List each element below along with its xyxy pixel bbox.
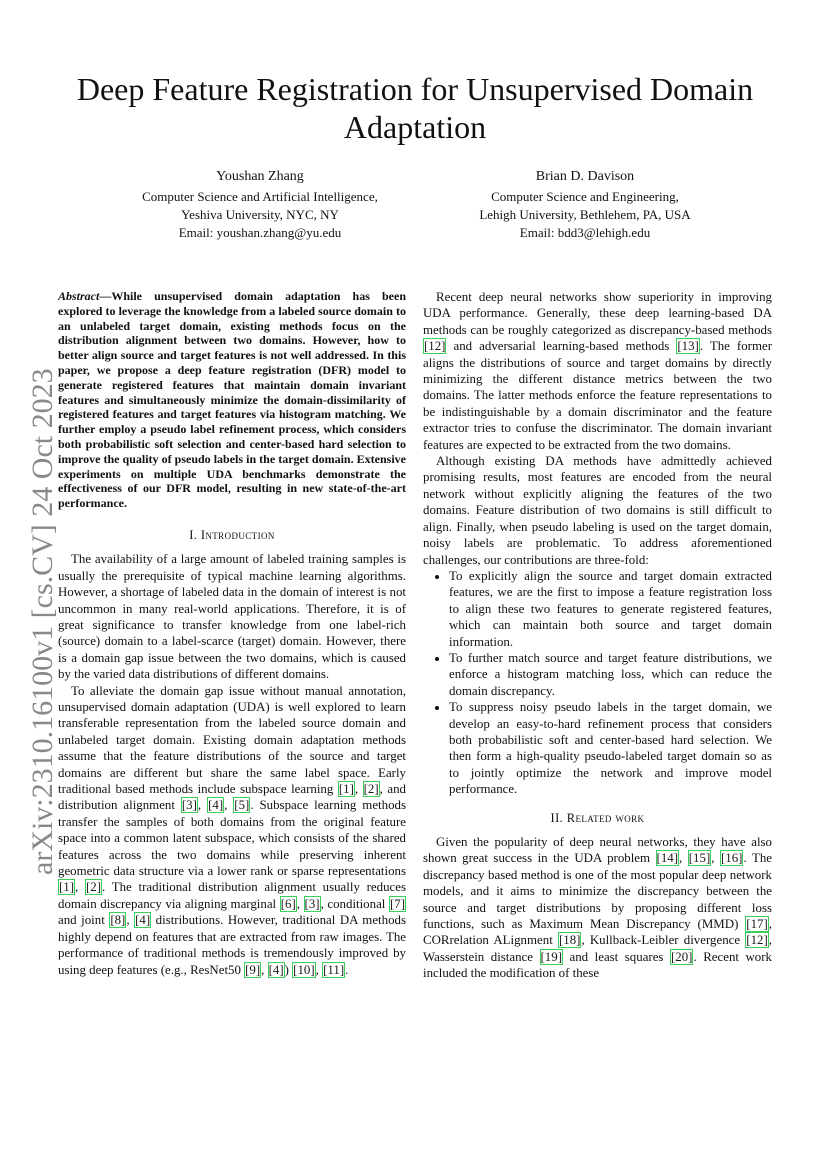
author-name: Brian D. Davison <box>535 169 635 184</box>
section-heading-introduction: I. Introduction <box>189 527 275 542</box>
abstract-lead: Abstract <box>58 289 100 303</box>
citation-link[interactable]: [20] <box>670 949 693 964</box>
author-email: Email: bdd3@lehigh.edu <box>519 225 651 240</box>
citation-link[interactable]: [3] <box>304 896 320 911</box>
author-affiliation: Lehigh University, Bethlehem, PA, USA <box>479 207 691 222</box>
contributions-list <box>423 568 772 798</box>
author-block-2 <box>435 168 735 242</box>
citation-link[interactable]: [15] <box>688 851 711 866</box>
contribution-item: • To suppress noisy pseudo labels in the target domain, we develop an easy-to-hard refinement process that considers both probabilistic soft and center-based hard selection. We then form a high-quality pseudo-labeled target domain so as to jointly optimize the network and improve model performance. <box>449 699 772 797</box>
citation-link[interactable]: [3] <box>181 798 197 813</box>
citation-link[interactable]: [19] <box>540 949 562 964</box>
citation-link[interactable]: [4] <box>135 913 151 928</box>
intro-paragraph-4: Although existing DA methods have admittedly achieved promising results, most features are encoded from the neural network without explicitly aligning the features of the two domains. Feature distribution of two domains is still difficult to align. Finally, when pseudo labeling is used on the target domain, noisy labels are problematic. To address aforementioned challenges, our contributions are three-fold: <box>423 454 772 567</box>
intro-paragraph-3: Recent deep neural networks show superiority in improving UDA performance. Generally, these deep learning-based DA methods can be roughly categorized as discrepancy-based methods [12] and adversarial learning-based methods [13]. The former aligns the distributions of source and target domains by directly minimizing the different distance metrics between the two domains. The latter methods enforce the feature representations to be indistinguishable by a domain discriminator and the feature extractor tries to confuse the discriminator. The domain invariant features are expected to be extracted from the two domains. <box>423 290 772 452</box>
section-heading-related-work: II. Related work <box>550 810 645 825</box>
intro-paragraph-1: The availability of a large amount of labeled training samples is usually the prerequisite of typical machine learning algorithms. However, a shortage of labeled data in the domain of interest is not uncommon in many real-world applications. Therefore, it is of great significance to transfer knowledge from one label-rich (source) domain to a label-scarce (target) domain. However, there is a domain gap issue between the two domains, which is caused by the varied data distributions of different domains. <box>58 552 406 682</box>
citation-link[interactable]: [5] <box>234 798 250 813</box>
citation-link[interactable]: [2] <box>363 782 379 797</box>
abstract-text: —While unsupervised domain adaptation has been explored to leverage the knowledge from a labeled source domain to an unlabeled target domain, existing methods focus on the distribution alignment between two domains. However, how to better align source and target features is not well addressed. In this paper, we propose a deep feature registration (DFR) model to generate registered features that maintain domain invariant features and simultaneously minimize the domain-dissimilarity of registered features and target features via histogram matching. We further employ a pseudo label refinement process, which considers both probabilistic soft selection and center-based hard selection to improve the quality of pseudo labels in the target domain. Extensive experiments on multiple UDA benchmarks demonstrate the effectiveness of our DFR model, resulting in new state-of-the-art performance. <box>58 289 406 511</box>
author-name: Youshan Zhang <box>216 169 304 184</box>
citation-link[interactable]: [10] <box>293 962 315 977</box>
author-email: Email: youshan.zhang@yu.edu <box>178 225 342 240</box>
citation-link[interactable]: [12] <box>424 339 446 354</box>
intro-paragraph-2: To alleviate the domain gap issue without manual annotation, unsupervised domain adaptation (UDA) is well explored to learn transferable representation from the labeled source domain and unlabeled target domain. Existing domain adaptation methods assume that the feature distributions of the source and target domains are different but share the same label space. Early traditional based methods include subspace learning [1], [2], and distribution alignment [3], [4], [5]. Subspace learning methods transfer the samples of both domains from the original feature space into a common latent subspace, which consists of the shared features across the two domains while preserving inherent geometric data structure via a lower rank or sparse representations [1], [2]. The traditional distribution alignment usually reduces domain discrepancy via aligning marginal [6], [3], conditional [7] and joint [8], [4] distributions. However, traditional DA methods highly depend on features that are extracted from raw images. The performance of traditional methods is tremendously improved by using deep features (e.g., ResNet50 [9], [4]) [10], [11]. <box>58 683 406 977</box>
citation-link[interactable]: [7] <box>389 896 405 911</box>
citation-link[interactable]: [6] <box>280 896 296 911</box>
author-block-1 <box>110 168 410 242</box>
citation-link[interactable]: [1] <box>59 880 75 895</box>
contribution-item: • To explicitly align the source and target domain extracted features, we are the first to impose a feature registration loss to align these two features to generate registered features, which can maintain both source and target domain information. <box>449 568 772 650</box>
citation-link[interactable]: [9] <box>245 962 261 977</box>
citation-link[interactable]: [16] <box>720 851 743 866</box>
citation-link[interactable]: [4] <box>208 798 224 813</box>
author-department: Computer Science and Engineering, <box>491 189 679 204</box>
author-affiliation: Yeshiva University, NYC, NY <box>181 207 339 222</box>
arxiv-identifier-stamp: arXiv:2310.16100v1 [cs.CV] 24 Oct 2023 <box>26 368 59 875</box>
citation-link[interactable]: [1] <box>338 782 354 797</box>
related-paragraph-1: Given the popularity of deep neural networks, they have also shown great success in the UDA problem [14], [15], [16]. The discrepancy based method is one of the most popular deep network models, and it aims to minimize the discrepancy between the source and target distributions by proposing different loss functions, such as Maximum Mean Discrepancy (MMD) [17], CORrelation ALignment [18], Kullback-Leibler divergence [12], Wasserstein distance [19] and least squares [20]. Recent work included the modification of these <box>423 835 773 981</box>
paper-title: Deep Feature Registration for Unsupervised Domain Adaptation <box>76 71 754 145</box>
contribution-item: • To further match source and target feature distributions, we enforce a histogram matching loss, which can reduce the domain discrepancy. <box>449 650 772 699</box>
left-column <box>58 289 406 978</box>
right-column <box>423 289 772 982</box>
citation-link[interactable]: [14] <box>656 851 679 866</box>
citation-link[interactable]: [12] <box>746 933 768 948</box>
citation-link[interactable]: [11] <box>323 962 345 977</box>
citation-link[interactable]: [2] <box>85 880 102 895</box>
citation-link[interactable]: [8] <box>110 913 126 928</box>
author-department: Computer Science and Artificial Intelligence, <box>142 189 378 204</box>
abstract <box>58 289 406 511</box>
citation-link[interactable]: [18] <box>558 933 581 948</box>
citation-link[interactable]: [13] <box>677 339 699 354</box>
citation-link[interactable]: [17] <box>746 917 768 932</box>
citation-link[interactable]: [4] <box>268 962 284 977</box>
